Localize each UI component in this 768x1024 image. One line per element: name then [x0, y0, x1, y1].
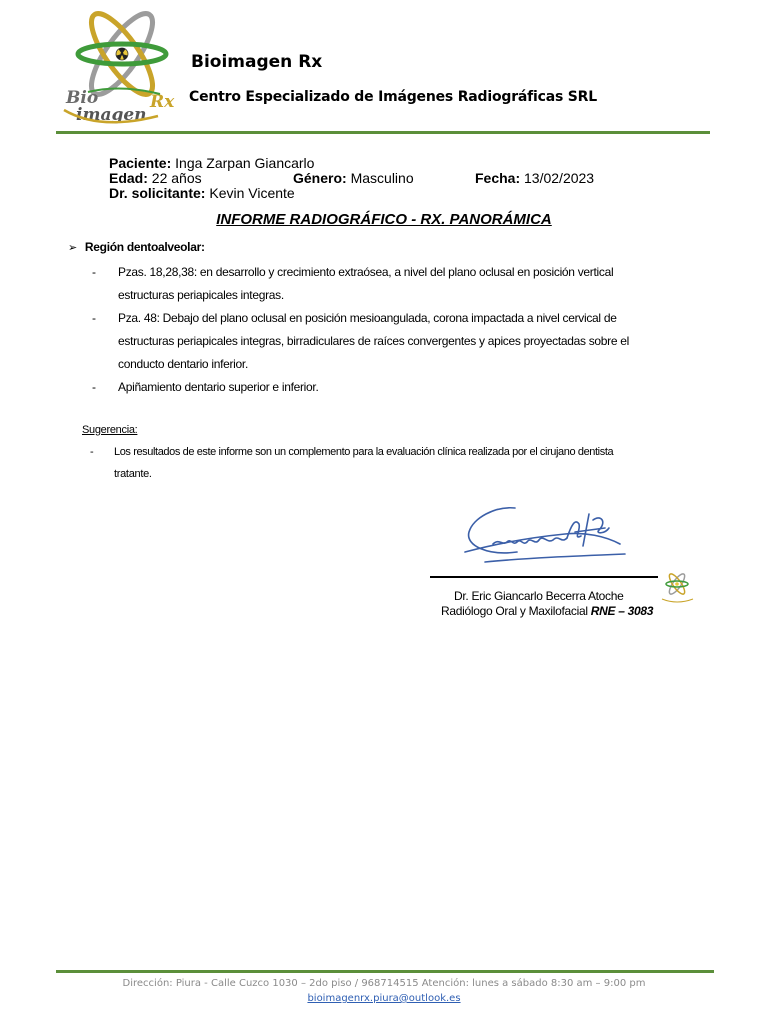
signer-title: Radiólogo Oral y Maxilofacial — [441, 604, 588, 618]
suggestion-label: Sugerencia: — [82, 424, 138, 436]
requesting-doctor-label: Dr. solicitante: — [109, 185, 206, 201]
signer-name: Dr. Eric Giancarlo Becerra Atoche — [454, 589, 624, 603]
signer-registration: RNE – 3083 — [590, 604, 654, 618]
radiation-icon — [116, 48, 128, 60]
finding-text: Apiñamiento dentario superior e inferior. — [118, 380, 319, 394]
region-heading — [68, 240, 205, 254]
age-label: Edad: — [109, 170, 148, 186]
gender-label: Género: — [293, 170, 347, 186]
finding-item — [92, 380, 319, 394]
requesting-doctor-field — [109, 185, 295, 201]
age-value: 22 años — [151, 170, 202, 186]
signer-title-row — [441, 604, 653, 618]
dash-bullet: - — [92, 311, 96, 325]
finding-continuation: conducto dentario inferior. — [118, 357, 248, 371]
bullet-arrow-icon: ➢ — [68, 242, 77, 254]
date-value: 13/02/2023 — [524, 170, 595, 186]
report-title: INFORME RADIOGRÁFICO - RX. PANORÁMICA — [216, 211, 552, 228]
bioimagen-logo — [60, 6, 185, 131]
footer-address: Dirección: Piura - Calle Cuzco 1030 – 2do piso / 968714515 Atención: lunes a sábado 8:30 am – 9:00 pm — [122, 978, 646, 989]
patient-name-field — [109, 155, 314, 171]
header-divider — [56, 131, 710, 134]
signature-line — [430, 576, 658, 578]
company-subtitle: Centro Especializado de Imágenes Radiográficas SRL — [189, 89, 597, 105]
finding-item — [92, 311, 617, 325]
region-label: Región dentoalveolar: — [84, 240, 205, 254]
signature-icon — [455, 500, 635, 580]
gender-value: Masculino — [350, 170, 414, 186]
dash-bullet: - — [90, 446, 94, 458]
suggestion-continuation: tratante. — [114, 468, 152, 480]
date-field — [475, 170, 594, 186]
bioimagen-mini-logo — [659, 572, 695, 606]
gender-field — [293, 170, 414, 186]
finding-item — [92, 265, 613, 279]
dash-bullet: - — [92, 265, 96, 279]
footer-divider — [56, 970, 714, 973]
finding-text: Pzas. 18,28,38: en desarrollo y crecimiento extraósea, a nivel del plano oclusal en posición vertical — [118, 265, 614, 279]
finding-continuation: estructuras periapicales integras, birradiculares de raíces convergentes y apices proyectadas sobre el — [118, 334, 630, 348]
age-field — [109, 170, 202, 186]
svg-text:Bio: Bio — [66, 88, 99, 108]
finding-text: Pza. 48: Debajo del plano oclusal en posición mesioangulada, corona impactada a nivel cervical de — [118, 311, 617, 325]
patient-label: Paciente: — [109, 155, 172, 171]
footer-email-link[interactable]: bioimagenrx.piura@outlook.es — [307, 993, 461, 1004]
svg-text:imagen: imagen — [76, 105, 147, 125]
date-label: Fecha: — [475, 170, 521, 186]
svg-text:Rx: Rx — [150, 92, 175, 112]
suggestion-item — [90, 446, 613, 458]
finding-continuation: estructuras periapicales integras. — [118, 288, 284, 302]
suggestion-text: Los resultados de este informe son un complemento para la evaluación clínica realizada por el cirujano dentista — [114, 446, 614, 458]
company-name: Bioimagen Rx — [191, 52, 323, 72]
dash-bullet: - — [92, 380, 96, 394]
requesting-doctor-value: Kevin Vicente — [209, 185, 295, 201]
patient-value: Inga Zarpan Giancarlo — [175, 155, 315, 171]
